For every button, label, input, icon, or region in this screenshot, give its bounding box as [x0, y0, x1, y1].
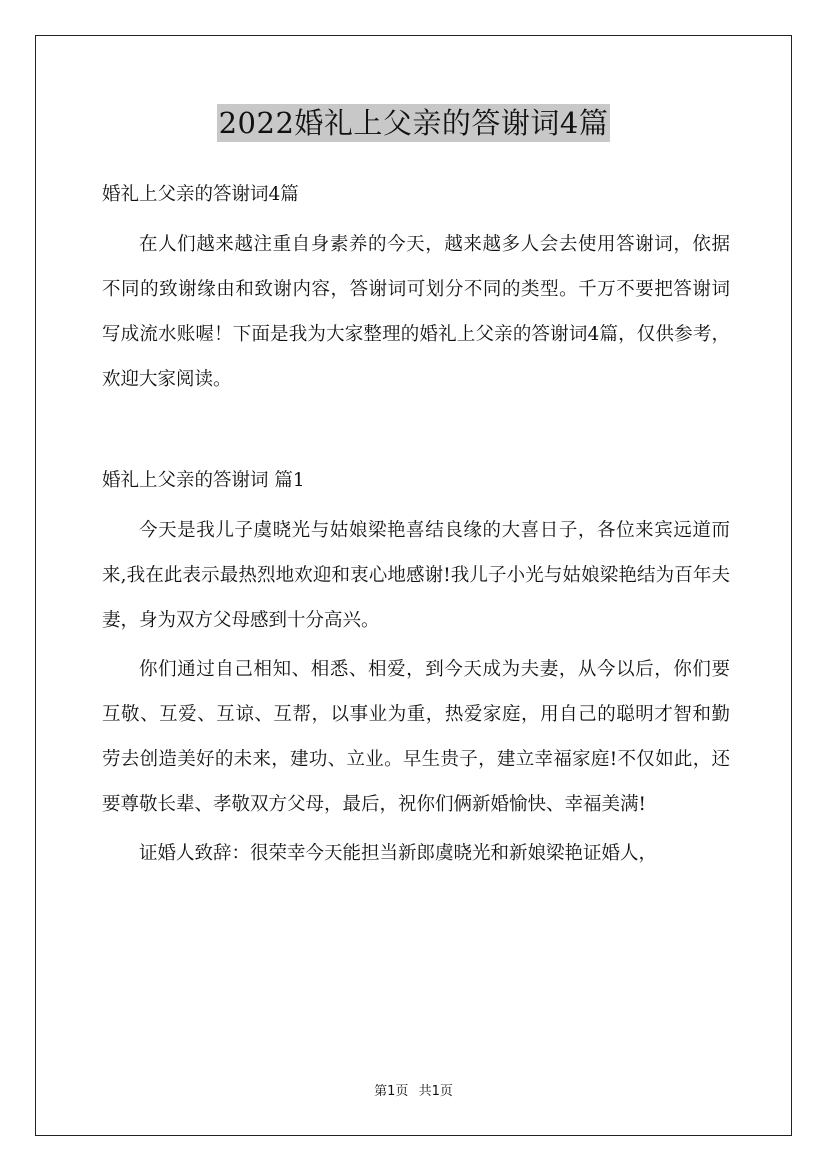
body-paragraph: 证婚人致辞：很荣幸今天能担当新郎虞晓光和新娘梁艳证婚人，: [139, 843, 658, 864]
document-subtitle: 婚礼上父亲的答谢词4篇: [102, 184, 299, 205]
intro-paragraph: 在人们越来越注重自身素养的今天，越来越多人会去使用答谢词，依据不同的致谢缘由和致谢内容，答谢词可划分不同的类型。千万不要把答谢词写成流水账喔！下面是我为大家整理的婚礼上父亲的答谢词4篇，仅供参考，欢迎大家阅读。: [102, 234, 730, 390]
intro-section: [102, 222, 730, 402]
section-body: [102, 508, 730, 876]
body-paragraph: 你们通过自己相知、相悉、相爱，到今天成为夫妻，从今以后，你们要互敬、互爱、互谅、互帮，以事业为重，热爱家庭，用自己的聪明才智和勤劳去创造美好的未来，建功、立业。早生贵子，建立幸福家庭!不仅如此，还要尊敬长辈、孝敬双方父母，最后，祝你们俩新婚愉快、幸福美满!: [102, 659, 730, 815]
document-body: [102, 178, 730, 876]
document-title: 2022婚礼上父亲的答谢词4篇: [218, 106, 609, 140]
body-paragraph: 今天是我儿子虞晓光与姑娘梁艳喜结良缘的大喜日子，各位来宾远道而来,我在此表示最热烈地欢迎和衷心地感谢!我儿子小光与姑娘梁艳结为百年夫妻，身为双方父母感到十分高兴。: [102, 520, 730, 631]
title-area: [0, 104, 827, 142]
page-number: 第1页: [374, 1084, 409, 1099]
section-heading: 婚礼上父亲的答谢词 篇1: [102, 470, 305, 491]
page-total: 共1页: [418, 1084, 453, 1099]
page-footer: [0, 1083, 827, 1101]
